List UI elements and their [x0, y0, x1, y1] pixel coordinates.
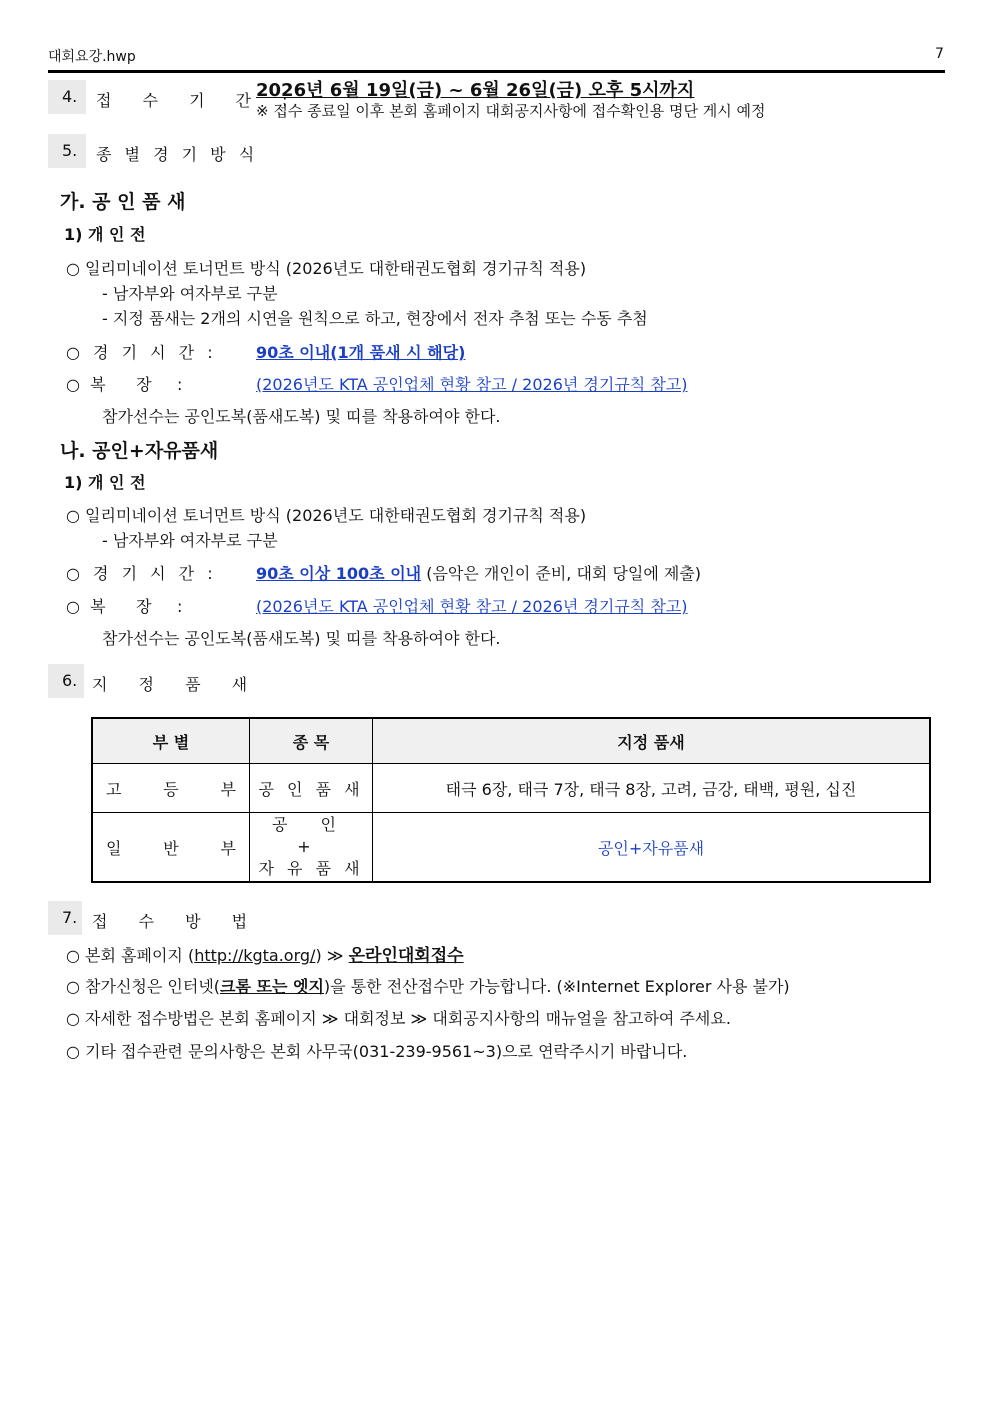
- na-time-label: ○ 경 기 시 간 :: [66, 564, 217, 583]
- ga-dress-label: ○ 복 장 :: [66, 375, 183, 394]
- page-number: 7: [935, 46, 944, 62]
- section-4-number: 4.: [48, 80, 86, 114]
- header-rule: [48, 70, 945, 73]
- online-registration-link[interactable]: 온라인대회접수: [348, 946, 464, 966]
- row-event: 공 인 품 새: [250, 764, 373, 813]
- table-row: [92, 764, 930, 813]
- ga-uniform-note: 참가선수는 공인도복(품새도복) 및 띠를 착용하여야 한다.: [102, 407, 501, 426]
- registration-note: ※ 접수 종료일 이후 본회 홈페이지 대회공지사항에 접수확인용 명단 게시 예정: [256, 102, 766, 120]
- row-poomsae: 태극 6장, 태극 7장, 태극 8장, 고려, 금강, 태백, 평원, 십진: [373, 764, 931, 813]
- document-filename: 대회요강.hwp: [48, 49, 136, 65]
- header-poomsae: 지정 품새: [373, 718, 931, 764]
- ga-gender-note: - 남자부와 여자부로 구분: [102, 284, 278, 303]
- registration-period: 2026년 6월 19일(금) ~ 6월 26일(금) 오후 5시까지: [256, 80, 695, 101]
- s7-bullet-3: ○ 자세한 접수방법은 본회 홈페이지 ≫ 대회정보 ≫ 대회공지사항의 매뉴얼을 참고하여 주세요.: [66, 1009, 731, 1028]
- div-char: 고: [106, 779, 122, 799]
- s7-b1-pre: ○ 본회 홈페이지 (: [66, 946, 195, 965]
- section-6-number: 6.: [48, 664, 84, 698]
- s7-bullet-4: ○ 기타 접수관련 문의사항은 본회 사무국(031-239-9561~3)으로 연락주시기 바랍니다.: [66, 1042, 688, 1061]
- ga-time-value: 90초 이내(1개 품새 시 해당): [256, 343, 466, 362]
- row-event: [250, 813, 373, 883]
- subsection-ga-heading: 가. 공 인 품 새: [60, 191, 186, 213]
- na-time-extra: (음악은 개인이 준비, 대회 당일에 제출): [421, 564, 702, 583]
- div-char: 부: [220, 838, 236, 858]
- na-time-line: [256, 561, 701, 584]
- section-5-title: 종 별 경 기 방 식: [96, 145, 259, 164]
- row-event-line2: 자 유 품 새: [258, 859, 364, 878]
- row-division: [92, 764, 250, 813]
- section-4-title: 접 수 기 간 :: [96, 91, 301, 110]
- div-char: 일: [106, 838, 122, 858]
- s7-b2-pre: ○ 참가신청은 인터넷(: [66, 977, 221, 996]
- homepage-link[interactable]: http://kgta.org/: [194, 946, 316, 965]
- ga-draw-note: - 지정 품새는 2개의 시연을 원칙으로 하고, 현장에서 전자 추첨 또는 수동 추첨: [102, 309, 648, 328]
- ga-format-bullet: ○ 일리미네이션 토너먼트 방식 (2026년도 대한태권도협회 경기규칙 적용): [66, 259, 587, 278]
- div-char: 반: [163, 838, 179, 858]
- s7-b2-post: )을 통한 전산접수만 가능합니다. (※Internet Explorer 사용 불가): [323, 977, 790, 996]
- section-7-title: 접 수 방 법: [92, 912, 261, 931]
- ga-time-label: ○ 경 기 시 간 :: [66, 343, 217, 362]
- table-row: [92, 813, 930, 883]
- row-division: [92, 813, 250, 883]
- na-dress-value: (2026년도 KTA 공인업체 현황 참고 / 2026년 경기규칙 참고): [256, 597, 688, 616]
- row-poomsae: 공인+자유품새: [373, 813, 931, 883]
- header-event: 종 목: [250, 718, 373, 764]
- section-6-title: 지 정 품 새: [92, 675, 261, 694]
- section-7-number: 7.: [48, 901, 82, 935]
- s7-b1-mid: ) ≫: [315, 946, 349, 965]
- na-format-bullet: ○ 일리미네이션 토너먼트 방식 (2026년도 대한태권도협회 경기규칙 적용): [66, 506, 587, 525]
- na-gender-note: - 남자부와 여자부로 구분: [102, 531, 278, 550]
- na-time-value: 90초 이상 100초 이내: [256, 564, 422, 583]
- ga-dress-value: (2026년도 KTA 공인업체 현황 참고 / 2026년 경기규칙 참고): [256, 375, 688, 394]
- s7-bullet-1: [66, 941, 464, 966]
- browser-note: 크롬 또는 엣지: [220, 977, 324, 996]
- designated-poomsae-table: [91, 717, 931, 883]
- na-dress-label: ○ 복 장 :: [66, 597, 183, 616]
- subsection-na-heading: 나. 공인+자유품새: [60, 440, 219, 462]
- div-char: 등: [163, 779, 179, 799]
- section-5-number: 5.: [48, 134, 86, 168]
- row-event-line1: 공 인 +: [272, 815, 350, 856]
- header-division: 부 별: [92, 718, 250, 764]
- na-uniform-note: 참가선수는 공인도복(품새도복) 및 띠를 착용하여야 한다.: [102, 629, 501, 648]
- subsection-ga-individual: 1) 개 인 전: [64, 225, 146, 244]
- subsection-na-individual: 1) 개 인 전: [64, 473, 146, 492]
- div-char: 부: [220, 779, 236, 799]
- table-header-row: [92, 718, 930, 764]
- s7-bullet-2: [66, 974, 790, 997]
